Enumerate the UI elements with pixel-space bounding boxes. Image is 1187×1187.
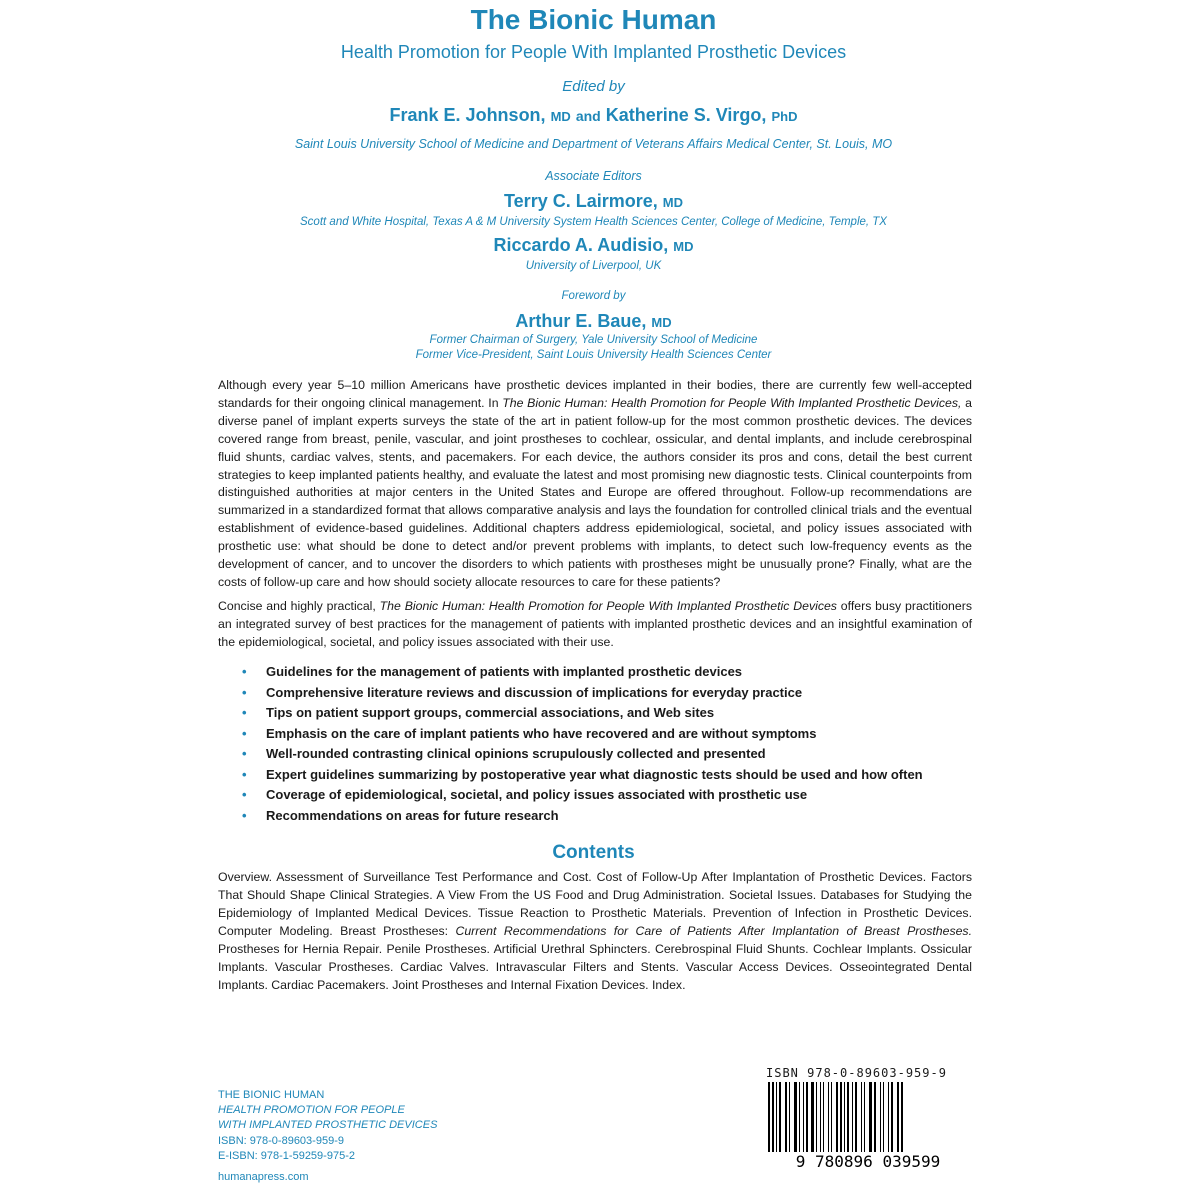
associate-editor-2 <box>0 235 1187 256</box>
barcode-bar <box>840 1082 842 1160</box>
foreword-affiliation-1: Former Chairman of Surgery, Yale University School of Medicine <box>429 334 758 346</box>
bullet-icon: • <box>242 787 247 802</box>
foreword-author-name: Arthur E. Baue, <box>515 311 647 331</box>
description-paragraph-2 <box>218 598 972 652</box>
associate-editors-label: Associate Editors <box>545 169 642 183</box>
editor-1-degree: MD <box>550 109 571 124</box>
feature-item <box>240 724 980 745</box>
associate-editor-1 <box>0 191 1187 212</box>
associate-editor-1-name: Terry C. Lairmore, <box>504 191 658 211</box>
feature-item <box>240 662 980 683</box>
associate-editor-2-affiliation: University of Liverpool, UK <box>525 260 662 272</box>
barcode-bar <box>888 1082 889 1152</box>
description-paragraph-1 <box>218 377 972 592</box>
barcode-bar <box>785 1082 787 1152</box>
feature-item <box>240 703 980 724</box>
barcode-bar <box>901 1082 903 1160</box>
editor-2-degree: PhD <box>771 109 798 124</box>
feature-text: Coverage of epidemiological, societal, and policy issues associated with prosthetic use <box>266 787 808 802</box>
barcode-bar <box>836 1082 838 1160</box>
editor-2-name: Katherine S. Virgo, <box>605 105 767 125</box>
barcode-bar <box>874 1082 876 1152</box>
associate-editor-2-name: Riccardo A. Audisio, <box>493 235 669 255</box>
barcode-isbn-label: ISBN 978-0-89603-959-9 <box>766 1066 947 1080</box>
p1-text-a: Although every year 5–10 million Americans have prosthetic devices implanted in their bodies, there are currently few well-accepted standards for their ongoing clinical management. In <box>218 378 972 410</box>
barcode-bar <box>891 1082 893 1152</box>
book-title: The Bionic Human <box>470 4 717 35</box>
feature-text: Recommendations on areas for future research <box>266 807 559 823</box>
foreword-affiliation-2: Former Vice-President, Saint Louis University Health Sciences Center <box>415 349 772 361</box>
barcode-bar <box>772 1082 774 1160</box>
feature-item <box>240 683 980 704</box>
barcode-bar <box>794 1082 797 1152</box>
feature-text: Tips on patient support groups, commercial associations, and Web sites <box>266 705 715 720</box>
feature-text: Well-rounded contrasting clinical opinions scrupulously collected and presented <box>266 746 766 761</box>
footer-info <box>218 1088 518 1185</box>
barcode-bar <box>768 1082 770 1160</box>
barcode-bar <box>831 1082 832 1152</box>
barcode-bar <box>864 1082 865 1152</box>
p1-text-b: a diverse panel of implant experts surveys the state of the art in patient follow-up for the most common prosthetic devices. The devices covered range from breast, penile, vascular, and joint prostheses to cochlear, ossicular, and dental implants, and include cerebrospinal fluid shunts, cardiac valves, stents, and pacemakers. For each device, the authors consider its pros and cons, detail the best current strategies to keep implanted patients healthy, and evaluate the latest and most promising new diagnostic tests. Clinical counterpoints from distinguished authorities at major centers in the United States and Europe are offered throughout. Follow-up recommendations are summarized in a standardized format that allows comparative analysis and lays the foundation for controlled clinical trials and the eventual establishment of evidence-based guidelines. Additional chapters address epidemiological, societal, and policy issues associated with prosthetic use: what should be done to detect and/or prevent problems with implants, to detect such low-frequency events as the development of cancer, and to uncover the disorders to which patients with prostheses might be unusually prone? Finally, what are the costs of follow-up care and how should society allocate resources to care for these patients? <box>218 395 973 589</box>
barcode-icon <box>762 1082 976 1170</box>
footer-subtitle-2: WITH IMPLANTED PROSTHETIC DEVICES <box>218 1119 438 1132</box>
barcode-bar <box>820 1082 821 1152</box>
footer-eisbn: E-ISBN: 978-1-59259-975-2 <box>218 1149 355 1162</box>
description <box>218 377 972 658</box>
editors-and: and <box>575 108 601 124</box>
bullet-icon: • <box>242 746 247 761</box>
barcode-bar <box>847 1082 849 1152</box>
barcode-bar <box>897 1082 899 1160</box>
bullet-icon: • <box>242 766 247 782</box>
contents-text-italic: Current Recommendations for Care of Patients After Implantation of Breast Prostheses. <box>455 924 972 938</box>
footer-isbn: ISBN: 978-0-89603-959-9 <box>218 1134 344 1147</box>
edited-by-label: Edited by <box>562 78 625 95</box>
p2-text-a: Concise and highly practical, <box>218 598 380 613</box>
associate-editor-1-affiliation: Scott and White Hospital, Texas A & M University System Health Sciences Center, College of Medicine, Temple, TX <box>300 216 887 228</box>
feature-text: Comprehensive literature reviews and discussion of implications for everyday practice <box>266 684 803 700</box>
bullet-icon: • <box>242 705 247 720</box>
barcode-bar <box>852 1082 853 1152</box>
book-subtitle: Health Promotion for People With Implanted Prosthetic Devices <box>340 42 847 62</box>
contents-text-b: Prostheses for Hernia Repair. Penile Prostheses. Artificial Urethral Sphincters. Cerebrospinal Fluid Shunts. Cochlear Implants. Ossicular Implants. Vascular Prostheses. Cardiac Valves. Intravascular Filters and Stents. Vascular Access Devices. Osseointegrated Dental Implants. Cardiac Pacemakers. Joint Prostheses and Internal Fixation Devices. Index. <box>218 942 972 992</box>
editors-affiliation: Saint Louis University School of Medicine and Department of Veterans Affairs Medical Center, St. Louis, MO <box>294 137 893 151</box>
barcode-bar <box>799 1082 800 1152</box>
feature-text: Expert guidelines summarizing by postoperative year what diagnostic tests should be used and how often <box>266 766 923 782</box>
barcode-bar <box>789 1082 790 1152</box>
p2-book-title: The Bionic Human: Health Promotion for People With Implanted Prosthetic Devices <box>379 598 837 613</box>
barcode-bar <box>883 1082 884 1152</box>
barcode-bar <box>823 1082 824 1152</box>
barcode-bar <box>880 1082 881 1152</box>
barcode-digits: 9 780896 039599 <box>795 1152 941 1170</box>
feature-text: Guidelines for the management of patients with implanted prosthetic devices <box>266 664 743 679</box>
bullet-icon: • <box>242 725 247 741</box>
barcode-bar <box>828 1082 829 1152</box>
p1-book-title: The Bionic Human: Health Promotion for People With Implanted Prosthetic Devices, <box>502 395 962 410</box>
barcode-bar <box>803 1082 804 1152</box>
contents-text <box>218 868 972 994</box>
bullet-icon: • <box>242 664 247 679</box>
feature-list <box>240 662 980 826</box>
barcode-bar <box>816 1082 817 1152</box>
feature-item <box>240 744 980 765</box>
foreword-author <box>0 311 1187 332</box>
associate-editor-1-degree: MD <box>662 195 683 210</box>
editor-1-name: Frank E. Johnson, <box>389 105 546 125</box>
barcode-bar <box>844 1082 845 1152</box>
footer-title: THE BIONIC HUMAN <box>218 1089 325 1101</box>
contents-heading: Contents <box>552 842 635 863</box>
feature-text: Emphasis on the care of implant patients who have recovered and are without symptoms <box>266 725 817 741</box>
barcode-bar <box>779 1082 781 1152</box>
bullet-icon: • <box>242 807 247 823</box>
feature-item <box>240 806 980 827</box>
p2-text-b: offers busy practitioners an integrated survey of best practices for the management of patients with implanted prosthetic devices and an insightful examination of the epidemiological, societal, and policy issues associated with their use. <box>218 598 972 649</box>
barcode-bar <box>869 1082 872 1152</box>
footer-subtitle-1: HEALTH PROMOTION FOR PEOPLE <box>218 1104 405 1117</box>
publisher-website: humanapress.com <box>218 1171 309 1184</box>
barcode-bar <box>811 1082 814 1152</box>
barcode-bar <box>861 1082 862 1152</box>
barcode-bar <box>806 1082 808 1152</box>
contents-text-a: Overview. Assessment of Surveillance Test Performance and Cost. Cost of Follow-Up After Implantation of Prosthetic Devices. Factors That Should Shape Clinical Strategies. A View From the US Food and Drug Administration. Societal Issues. Databases for Studying the Epidemiology of Implanted Medical Devices. Tissue Reaction to Prosthetic Materials. Prevention of Infection in Prosthetic Devices. Computer Modeling. Breast Prostheses: <box>218 870 972 938</box>
associate-editor-2-degree: MD <box>673 239 694 254</box>
editors-line <box>0 105 1187 126</box>
foreword-author-degree: MD <box>651 315 672 330</box>
bullet-icon: • <box>242 684 247 700</box>
barcode-bar <box>855 1082 857 1152</box>
foreword-label: Foreword by <box>561 290 626 302</box>
barcode-bar <box>776 1082 777 1152</box>
feature-item <box>240 765 980 786</box>
feature-item <box>240 785 980 806</box>
